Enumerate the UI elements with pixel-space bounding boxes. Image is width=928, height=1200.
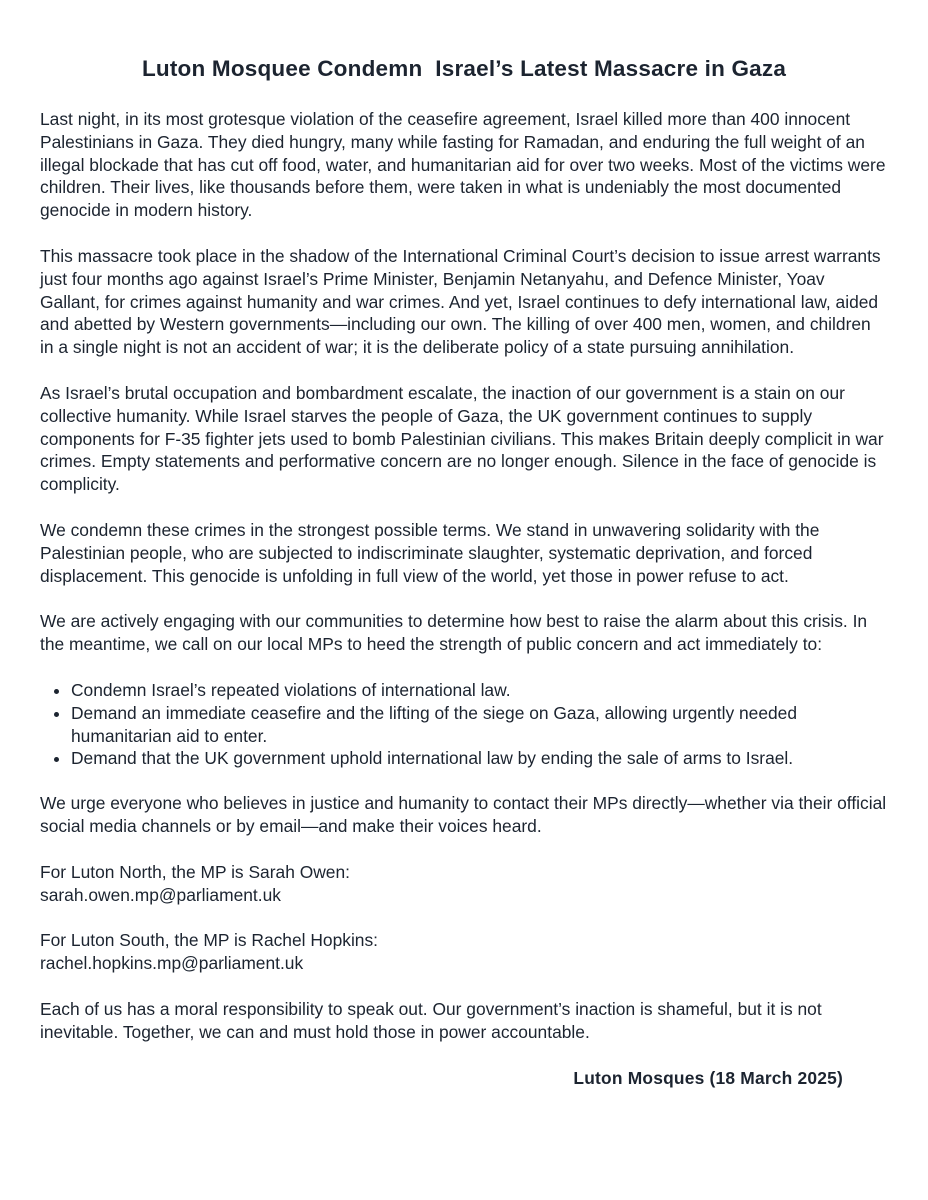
contact-luton-north (40, 861, 888, 907)
contact-luton-south (40, 929, 888, 975)
page-title: Luton Mosquee Condemn Israel’s Latest Massacre in Gaza (141, 56, 787, 81)
list-item: • Condemn Israel’s repeated violations of international law. (71, 679, 888, 702)
list-item: • Demand that the UK government uphold international law by ending the sale of arms to Israel. (71, 747, 888, 770)
contact-label: For Luton North, the MP is Sarah Owen: (40, 861, 350, 882)
paragraph-government-inaction: As Israel’s brutal occupation and bombardment escalate, the inaction of our government is a stain on our collective humanity. While Israel starves the people of Gaza, the UK government continues to supply components for F-35 fighter jets used to bomb Palestinian civilians. This makes Britain deeply complicit in war crimes. Empty statements and performative concern are no longer enough. Silence in the face of genocide is complicity. (40, 382, 884, 495)
paragraph-call-to-mps: We are actively engaging with our communities to determine how best to raise the alarm about this crisis. In the meantime, we call on our local MPs to heed the strength of public concern and act immediately to: (40, 611, 868, 655)
paragraph-massacre: Last night, in its most grotesque violation of the ceasefire agreement, Israel killed more than 400 innocent Palestinians in Gaza. They died hungry, many while fasting for Ramadan, and enduring the full weight of an illegal blockade that has cut off food, water, and humanitarian aid for over two weeks. Most of the victims were children. Their lives, like thousands before them, were taken in what is undeniably the most documented genocide in modern history. (40, 109, 886, 221)
paragraph-closing: Each of us has a moral responsibility to speak out. Our government’s inaction is shameful, but it is not inevitable. Together, we can and must hold those in power accountable. (40, 998, 822, 1042)
contact-label: For Luton South, the MP is Rachel Hopkins: (40, 930, 379, 951)
demands-list (40, 679, 888, 770)
paragraph-icc-warrants: This massacre took place in the shadow of the International Criminal Court’s decision to issue arrest warrants just four months ago against Israel’s Prime Minister, Benjamin Netanyahu, and Defence Minister, Yoav Gallant, for crimes against humanity and war crimes. And yet, Israel continues to defy international law, aided and abetted by Western governments—including our own. The killing of over 400 men, women, and children in a single night is not an accident of war; it is the deliberate policy of a state pursuing annihilation. (40, 245, 881, 358)
paragraph-urge-contact: We urge everyone who believes in justice and humanity to contact their MPs directly—whether via their official social media channels or by email—and make their voices heard. (40, 793, 887, 836)
contact-email: sarah.owen.mp@parliament.uk (40, 884, 281, 905)
paragraph-condemnation: We condemn these crimes in the strongest possible terms. We stand in unwavering solidarity with the Palestinian people, who are subjected to indiscriminate slaughter, systematic deprivation, and forced displacement. This genocide is unfolding in full view of the world, yet those in power refuse to act. (40, 519, 820, 586)
contact-email: rachel.hopkins.mp@parliament.uk (40, 953, 304, 974)
list-item: • Demand an immediate ceasefire and the lifting of the siege on Gaza, allowing urgently needed humanitarian aid to enter. (71, 702, 888, 748)
signoff: Luton Mosques (18 March 2025) (573, 1067, 843, 1088)
